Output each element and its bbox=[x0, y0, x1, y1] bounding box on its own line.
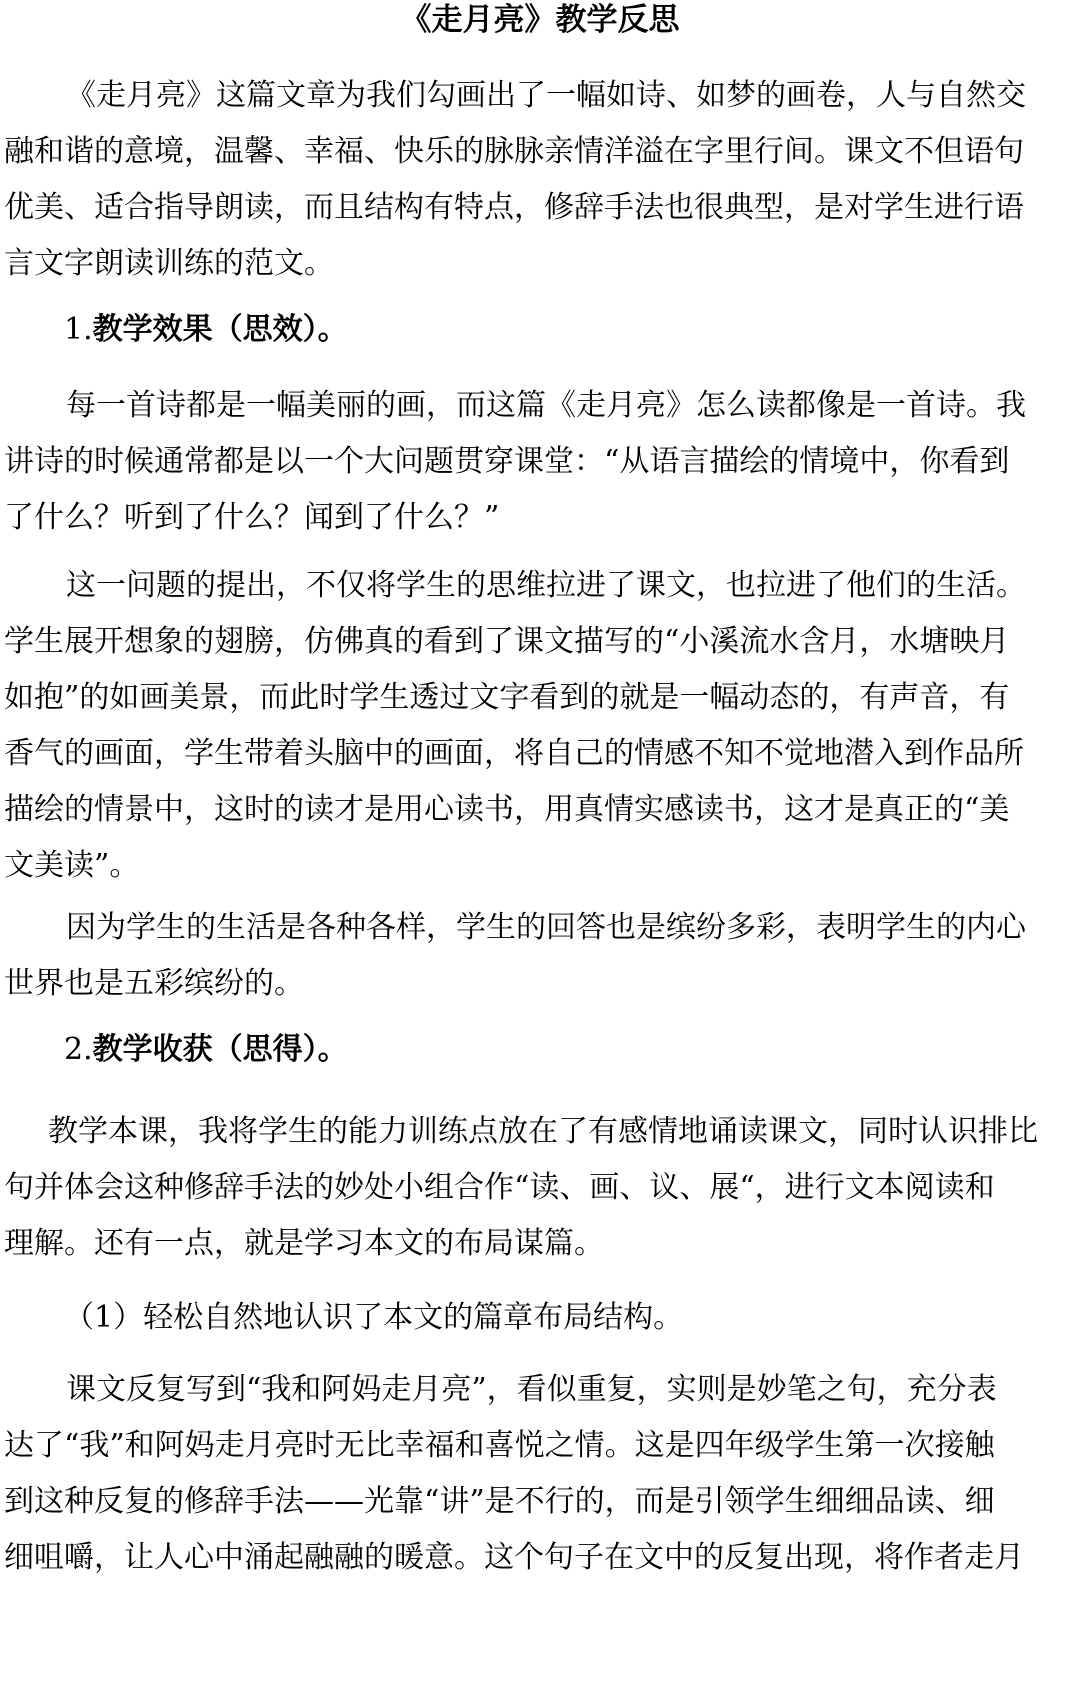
text-line: 这一问题的提出，不仅将学生的思维拉进了课文，也拉进了他们的生活。 bbox=[66, 568, 1026, 603]
text-line: 文美读”。 bbox=[4, 848, 140, 883]
section-number: 1. bbox=[64, 312, 93, 347]
paragraph-training-focus bbox=[4, 1104, 1076, 1272]
section-title: 教学效果（思效）。 bbox=[92, 312, 348, 347]
text-line: 理解。还有一点，就是学习本文的布局谋篇。 bbox=[4, 1226, 604, 1261]
text-line: 因为学生的生活是各种各样，学生的回答也是缤纷多彩，表明学生的内心 bbox=[66, 910, 1026, 945]
section-heading-teaching-effect bbox=[64, 310, 348, 350]
text-line: 香气的画面，学生带着头脑中的画面，将自己的情感不知不觉地潜入到作品所 bbox=[4, 736, 1024, 771]
text-line: 达了“我”和阿妈走月亮时无比幸福和喜悦之情。这是四年级学生第一次接触 bbox=[4, 1428, 995, 1463]
text-line: 世界也是五彩缤纷的。 bbox=[4, 966, 304, 1001]
subsection-heading-structure: （1）轻松自然地认识了本文的篇章布局结构。 bbox=[64, 1300, 684, 1335]
text-line: 了什么？听到了什么？闻到了什么？” bbox=[4, 500, 500, 535]
text-line: 《走月亮》这篇文章为我们勾画出了一幅如诗、如梦的画卷，人与自然交 bbox=[66, 78, 1026, 113]
paragraph-repetition bbox=[4, 1362, 1076, 1586]
text-line: 描绘的情景中，这时的读才是用心读书，用真情实感读书，这才是真正的“美 bbox=[4, 792, 1010, 827]
text-line: 言文字朗读训练的范文。 bbox=[4, 246, 334, 281]
paragraph-poem-question bbox=[4, 378, 1076, 546]
section-heading-teaching-gain bbox=[64, 1030, 348, 1070]
text-line: 讲诗的时候通常都是以一个大问题贯穿课堂：“从语言描绘的情境中，你看到 bbox=[4, 444, 1010, 479]
text-line: 融和谐的意境，温馨、幸福、快乐的脉脉亲情洋溢在字里行间。课文不但语句 bbox=[4, 134, 1024, 169]
section-title: 教学收获（思得）。 bbox=[92, 1032, 348, 1067]
paragraph-colorful-world bbox=[4, 900, 1076, 1012]
text-line: 每一首诗都是一幅美丽的画，而这篇《走月亮》怎么读都像是一首诗。我 bbox=[66, 388, 1026, 423]
document-title: 《走月亮》教学反思 bbox=[400, 2, 680, 38]
text-line: 优美、适合指导朗读，而且结构有特点，修辞手法也很典型，是对学生进行语 bbox=[4, 190, 1024, 225]
paragraph-student-imagination bbox=[4, 558, 1076, 894]
text-line: 如抱”的如画美景，而此时学生透过文字看到的就是一幅动态的，有声音，有 bbox=[4, 680, 1010, 715]
text-line: 学生展开想象的翅膀，仿佛真的看到了课文描写的“小溪流水含月，水塘映月 bbox=[4, 624, 1010, 659]
text-line: 细咀嚼，让人心中涌起融融的暖意。这个句子在文中的反复出现，将作者走月 bbox=[4, 1540, 1024, 1575]
text-line: 到这种反复的修辞手法——光靠“讲”是不行的，而是引领学生细细品读、细 bbox=[4, 1484, 995, 1519]
text-line: 课文反复写到“我和阿妈走月亮”，看似重复，实则是妙笔之句，充分表 bbox=[66, 1372, 997, 1407]
text-line: 教学本课，我将学生的能力训练点放在了有感情地诵读课文，同时认识排比 bbox=[48, 1114, 1038, 1149]
section-number: 2. bbox=[64, 1032, 93, 1067]
text-line: 句并体会这种修辞手法的妙处小组合作“读、画、议、展“，进行文本阅读和 bbox=[4, 1170, 995, 1205]
paragraph-intro bbox=[4, 68, 1076, 292]
